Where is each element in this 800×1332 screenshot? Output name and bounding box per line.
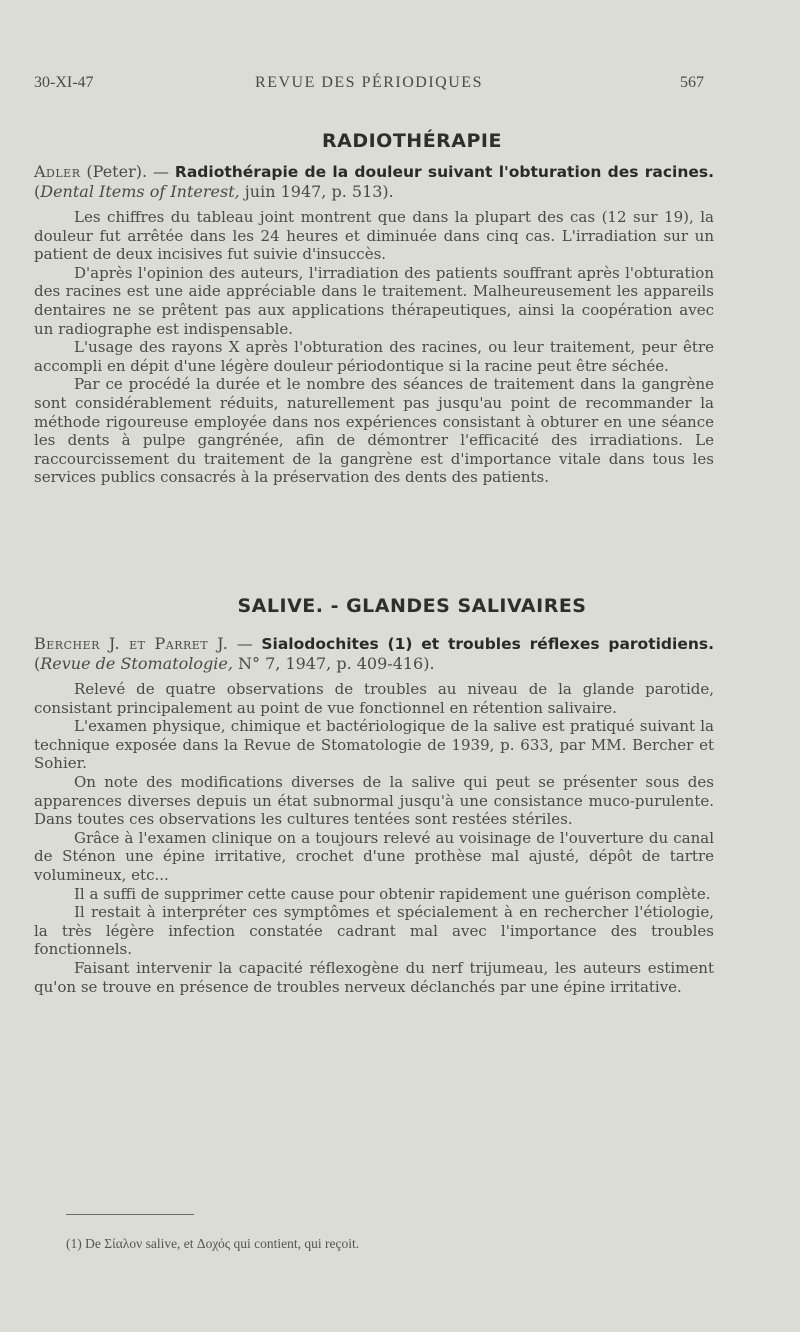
paragraph: Il a suffi de supprimer cette cause pour obtenir rapidement une guérison complète. — [74, 884, 711, 903]
article-reference — [34, 634, 714, 674]
reference-author-suffix: — — [228, 634, 262, 653]
paragraph: L'usage des rayons X après l'obturation des racines, ou leur traitement, peur être accompli en dépit d'une légère douleur périodontique si la racine peut être séchée. — [34, 338, 714, 375]
article-reference — [34, 162, 714, 202]
paragraph: On note des modifications diverses de la salive qui peut se présenter sous des apparences diverses depuis un état subnormal jusqu'à une consistance muco-purulente. Dans toutes ces observations les cultures tentées sont restées stériles. — [34, 772, 714, 829]
paragraph: Relevé de quatre observations de troubles au niveau de la glande parotide, consistant principalement au point de vue fonctionnel en rétention salivaire. — [34, 680, 714, 717]
reference-source-details: N° 7, 1947, p. 409-416). — [232, 654, 435, 673]
reference-source-open: ( — [34, 182, 41, 201]
reference-source-journal: Revue de Stomatologie, — [40, 654, 233, 673]
section-heading-salive: SALIVE. - GLANDES SALIVAIRES — [237, 595, 587, 617]
reference-source-details: juin 1947, p. 513). — [239, 182, 394, 201]
reference-author-suffix: (Peter). — — [80, 162, 175, 181]
reference-author: Adler — [34, 162, 81, 181]
footnote: (1) De Σίαλον salive, et Δοχός qui contient, qui reçoit. — [66, 1236, 360, 1251]
section-heading-radiotherapie: RADIOTHÉRAPIE — [322, 130, 502, 152]
paragraph: Grâce à l'examen clinique on a toujours relevé au voisinage de l'ouverture du canal de Sténon une épine irritative, crochet d'une prothèse mal ajusté, dépôt de tartre volumineux, etc... — [34, 828, 714, 884]
page-number: 567 — [680, 74, 704, 91]
reference-source-open: ( — [34, 654, 41, 673]
issue-date: 30-XI-47 — [34, 74, 94, 91]
footnote-rule — [66, 1214, 194, 1215]
section-salive — [34, 634, 714, 996]
reference-title: Sialodochites (1) et troubles réflexes parotidiens. — [261, 635, 714, 653]
reference-source-journal: Dental Items of Interest, — [40, 182, 240, 201]
paragraph: D'après l'opinion des auteurs, l'irradiation des patients souffrant après l'obturation des racines est une aide appréciable dans le traitement. Malheureusement les appareils dentaires ne se prêtent pas aux applications thérapeutiques, ainsi la coopération avec un radiographe est indispensable. — [34, 263, 714, 338]
reference-author: Bercher J. et Parret J. — [34, 634, 229, 653]
journal-title: REVUE DES PÉRIODIQUES — [255, 74, 483, 91]
paragraph: L'examen physique, chimique et bactériologique de la salive est pratiqué suivant la technique exposée dans la Revue de Stomatologie de 1939, p. 633, par MM. Bercher et Sohier. — [34, 717, 714, 773]
paragraph: Les chiffres du tableau joint montrent que dans la plupart des cas (12 sur 19), la douleur fut arrêtée dans les 24 heures et diminuée dans cinq cas. L'irradiation sur un patient de deux incisives fut suivie d'insuccès. — [34, 208, 714, 264]
paragraph: Faisant intervenir la capacité réflexogène du nerf trijumeau, les auteurs estiment qu'on se trouve en présence de troubles nerveux déclanchés par une épine irritative. — [34, 958, 714, 996]
paragraph: Par ce procédé la durée et le nombre des séances de traitement dans la gangrène sont considérablement réduits, naturellement pas jusqu'au point de recommander la méthode rigoureuse employée dans nos expériences consistant à obturer en une séance les dents à pulpe gangrénée, afin de démontrer l'efficacité des irradiations. Le raccourcissement du traitement de la gangrène est d'importance vitale dans tous les services publics consacrés à la préservation des dents des patients. — [34, 375, 714, 487]
paragraph: Il restait à interpréter ces symptômes et spécialement à en rechercher l'étiologie, la très légère infection constatée cadrant mal avec l'importance des troubles fonctionnels. — [34, 903, 714, 959]
reference-title: Radiothérapie de la douleur suivant l'obturation des racines. — [174, 163, 715, 181]
section-radiotherapie — [34, 162, 714, 487]
running-header — [34, 74, 704, 98]
